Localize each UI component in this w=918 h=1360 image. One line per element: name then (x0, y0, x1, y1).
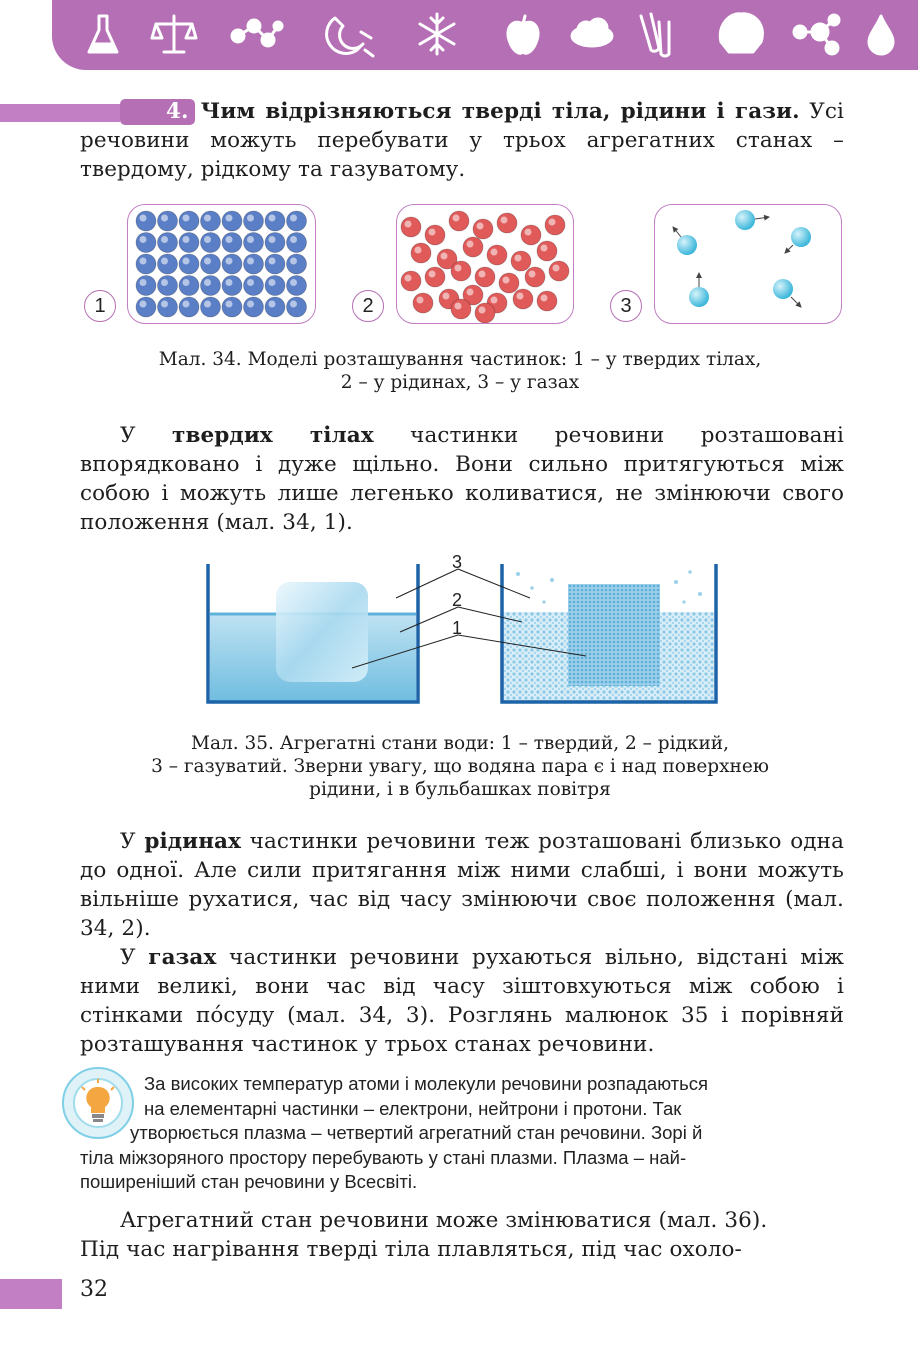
solid-particle-highlight (247, 215, 254, 222)
solid-particle-highlight (247, 301, 254, 308)
solid-particle (222, 276, 242, 296)
figure-label-3: 3 (610, 290, 642, 322)
solid-particle-highlight (204, 301, 211, 308)
liquid-particle-highlight (491, 297, 498, 304)
solid-particle (158, 211, 178, 231)
section-title: Чим відрізняються тверді тіла, рідини і гази. (200, 99, 800, 124)
solid-particle (287, 254, 307, 274)
solid-particle-highlight (290, 301, 297, 308)
solid-particle-highlight (226, 236, 233, 243)
solid-particle (222, 233, 242, 253)
solid-particle (158, 297, 178, 317)
solid-particle-highlight (140, 258, 147, 265)
magnet-icon (327, 18, 373, 56)
liquid-particle-highlight (467, 289, 474, 296)
para-liquids-bold: рідинах (144, 829, 241, 854)
solid-particle-highlight (269, 301, 276, 308)
solid-model-box (127, 204, 316, 324)
liquid-particles (397, 205, 573, 323)
solid-particle (244, 254, 264, 274)
solid-particle (179, 211, 199, 231)
solid-particle (222, 297, 242, 317)
para-gases-text: частинки речовини рухаються вільно, відстані між ними великі, вони час від часу зіштовхуються між собою і стінками пóсуду (мал. 34, 3). Розглянь малюнок 35 і порівняй розташування частинок у трьох станах речовини. (80, 945, 844, 1057)
solid-particle-highlight (161, 279, 168, 286)
solid-particle (158, 276, 178, 296)
solid-particle (136, 254, 156, 274)
solid-particle-highlight (161, 215, 168, 222)
liquid-particle-highlight (415, 247, 422, 254)
solid-particle-highlight (204, 215, 211, 222)
liquid-particle (413, 293, 433, 313)
liquid-particle-highlight (553, 265, 560, 272)
para-solids-pre: У (120, 423, 173, 448)
liquid-particle-highlight (541, 245, 548, 252)
solid-particle-highlight (226, 258, 233, 265)
liquid-particle-highlight (477, 223, 484, 230)
solid-particle (265, 211, 285, 231)
scales-icon (152, 16, 196, 52)
liquid-particle (401, 271, 421, 291)
gas-model-box (654, 204, 842, 324)
figure-label-1: 1 (84, 290, 116, 322)
beaker-model (502, 564, 716, 702)
solid-particle-highlight (183, 279, 190, 286)
liquid-particle (473, 219, 493, 239)
solid-particle (265, 233, 285, 253)
paragraph-state-change (80, 1206, 844, 1264)
gas-particles (655, 205, 841, 323)
para-solids-text: частинки речовини розташовані впорядковано і дуже щільно. Вони сильно притягуються між собою і можуть лише легенько коливатися, не змінюючи свого положення (мал. 34, 1). (80, 423, 844, 535)
liquid-particle-highlight (455, 265, 462, 272)
note-line2: на елементарні частинки – електрони, нейтрони і протони. Так (144, 1097, 682, 1119)
liquid-particle (449, 211, 469, 231)
solid-particle-highlight (269, 279, 276, 286)
page-number: 32 (80, 1277, 108, 1302)
snowflake-icon (420, 14, 454, 54)
paragraph-liquids (80, 827, 844, 1059)
solid-particle (201, 211, 221, 231)
liquid-particle-highlight (467, 241, 474, 248)
solid-particle-highlight (140, 301, 147, 308)
solid-particle (244, 276, 264, 296)
molecule-icon (232, 20, 282, 46)
liquid-particle-highlight (541, 295, 548, 302)
solid-particle (287, 211, 307, 231)
solid-particle-highlight (290, 215, 297, 222)
solid-particle-highlight (247, 236, 254, 243)
apple-icon (508, 16, 538, 53)
test-tubes-icon (641, 14, 669, 56)
solid-particle-highlight (247, 279, 254, 286)
solid-particle-highlight (247, 258, 254, 265)
solid-particle (265, 297, 285, 317)
solid-particle (287, 276, 307, 296)
liquid-particle (475, 303, 495, 323)
solid-particle-highlight (226, 301, 233, 308)
section-number: 4. (120, 99, 195, 125)
liquid-particle-highlight (417, 297, 424, 304)
para-gases-bold: газах (148, 945, 217, 970)
solid-particle (244, 297, 264, 317)
solid-particle (201, 233, 221, 253)
liquid-particle (537, 241, 557, 261)
liquid-particle-highlight (491, 249, 498, 256)
liquid-particle-highlight (549, 219, 556, 226)
liquid-particle-highlight (405, 221, 412, 228)
solid-particle-highlight (161, 236, 168, 243)
paragraph-solids (80, 421, 844, 537)
liquid-particle (549, 261, 569, 281)
solid-particle (201, 297, 221, 317)
para-last-line2: Під час нагрівання тверді тіла плавляться, під час охоло- (80, 1237, 742, 1262)
solid-particle (222, 211, 242, 231)
solid-particle-highlight (161, 301, 168, 308)
solid-particle (136, 297, 156, 317)
solid-particle-highlight (140, 236, 147, 243)
liquid-particle-highlight (525, 229, 532, 236)
section-intro-text: Усі речовини можуть перебувати у трьох агрегатних станах – твердому, рідкому та газуватому. (80, 99, 844, 182)
figure35-caption-line2: 3 – газуватий. Зверни увагу, що водяна пара є і над поверхнею (151, 756, 769, 777)
cloud-icon (572, 19, 612, 46)
solid-particle (201, 276, 221, 296)
liquid-particle (425, 267, 445, 287)
ice-particles (568, 584, 660, 686)
solid-particle (265, 276, 285, 296)
figure35-label-3: 3 (452, 552, 463, 572)
solid-particle-highlight (269, 215, 276, 222)
solid-particle-highlight (290, 236, 297, 243)
figure35-label-2: 2 (452, 590, 463, 610)
solid-particle-highlight (140, 279, 147, 286)
liquid-particle (451, 261, 471, 281)
solid-particle (179, 297, 199, 317)
solid-particle (179, 276, 199, 296)
solid-particle-highlight (290, 279, 297, 286)
figure34-caption-line2: 2 – у рідинах, 3 – у газах (340, 372, 580, 393)
liquid-particle (497, 213, 517, 233)
section-intro (80, 97, 844, 184)
para-liquids-pre: У (120, 829, 145, 854)
figure35-caption-line3: рідини, і в бульбашках повітря (309, 779, 611, 800)
para-last-line1: Агрегатний стан речовини може змінюватися (мал. 36). (120, 1208, 768, 1233)
liquid-particle (487, 245, 507, 265)
solid-particle (244, 233, 264, 253)
liquid-particle (499, 273, 519, 293)
liquid-particle (411, 243, 431, 263)
solid-particle-highlight (269, 236, 276, 243)
solid-particle-highlight (183, 215, 190, 222)
note-line5: поширеніший стан речовини у Всесвіті. (80, 1171, 418, 1192)
solid-particle-highlight (204, 258, 211, 265)
note-line1: За високих температур атоми і молекули речовини розпадаються (144, 1073, 709, 1094)
solid-particle-highlight (183, 236, 190, 243)
liquid-particle-highlight (429, 271, 436, 278)
figure34-caption-line1: Мал. 34. Моделі розташування частинок: 1 – у твердих тілах, (158, 349, 762, 370)
liquid-particle (401, 217, 421, 237)
solid-particle (265, 254, 285, 274)
solid-particle-highlight (183, 301, 190, 308)
note-line3: утворюється плазма – четвертий агрегатний стан речовини. Зорі й (130, 1122, 703, 1143)
footer-bar (0, 1279, 62, 1309)
liquid-particle-highlight (501, 217, 508, 224)
liquid-particle (475, 267, 495, 287)
solid-particle (179, 233, 199, 253)
flask-icon (89, 16, 117, 52)
liquid-particle-highlight (429, 229, 436, 236)
liquid-particle-highlight (441, 253, 448, 260)
para-gases-pre: У (120, 945, 149, 970)
solid-particle (136, 233, 156, 253)
solid-particle-highlight (204, 236, 211, 243)
header-icons (52, 0, 918, 70)
solid-particle-highlight (226, 215, 233, 222)
liquid-particle (537, 291, 557, 311)
liquid-particle-highlight (515, 255, 522, 262)
solid-particle (136, 276, 156, 296)
droplet-icon (869, 16, 893, 54)
liquid-particle-highlight (479, 271, 486, 278)
shell-icon (720, 14, 762, 52)
solid-particle (158, 254, 178, 274)
solid-particle-highlight (269, 258, 276, 265)
figure-label-2: 2 (352, 290, 384, 322)
note-line4: тіла міжзоряного простору перебувають у стані плазми. Плазма – най- (80, 1146, 687, 1168)
liquid-particle (525, 267, 545, 287)
solid-particle-highlight (140, 215, 147, 222)
liquid-particle-highlight (405, 275, 412, 282)
liquid-particle-highlight (503, 277, 510, 284)
solid-particle (158, 233, 178, 253)
solid-particle-highlight (161, 258, 168, 265)
figure34-caption (60, 348, 860, 394)
solid-particle (244, 211, 264, 231)
figure35-caption (60, 732, 860, 801)
liquid-particle (463, 237, 483, 257)
liquid-particle (425, 225, 445, 245)
liquid-particle (513, 289, 533, 309)
liquid-particle-highlight (443, 293, 450, 300)
liquid-particle-highlight (479, 307, 486, 314)
liquid-particle (511, 251, 531, 271)
solid-particle (179, 254, 199, 274)
solid-particle (287, 233, 307, 253)
atom-model-icon (794, 15, 839, 54)
figure35-label-1: 1 (452, 618, 463, 638)
solid-particle-highlight (204, 279, 211, 286)
solid-particle-highlight (183, 258, 190, 265)
solid-particle (222, 254, 242, 274)
solid-particle (136, 211, 156, 231)
figure35-caption-line1: Мал. 35. Агрегатні стани води: 1 – твердий, 2 – рідкий, (191, 733, 729, 754)
liquid-particle-highlight (517, 293, 524, 300)
liquid-particle (545, 215, 565, 235)
liquid-particle-highlight (529, 271, 536, 278)
liquid-model-box (396, 204, 574, 324)
solid-particle (287, 297, 307, 317)
water-states-figure (200, 552, 730, 708)
liquid-particle-highlight (453, 215, 460, 222)
solid-particle-highlight (290, 258, 297, 265)
plasma-note (80, 1072, 844, 1195)
liquid-particle-highlight (455, 303, 462, 310)
solid-particle-highlight (226, 279, 233, 286)
beaker-real (208, 564, 418, 702)
para-solids-bold: твердих тілах (172, 423, 374, 448)
liquid-particle (451, 299, 471, 319)
solid-particle (201, 254, 221, 274)
para-liquids-text: частинки речовини теж розташовані близько одна до одної. Але сили притягання між ними слабші, і вони можуть вільніше рухатися, час від часу змінюючи своє положення (мал. 34, 2). (80, 829, 844, 941)
solid-particles (128, 205, 315, 323)
liquid-particle (521, 225, 541, 245)
